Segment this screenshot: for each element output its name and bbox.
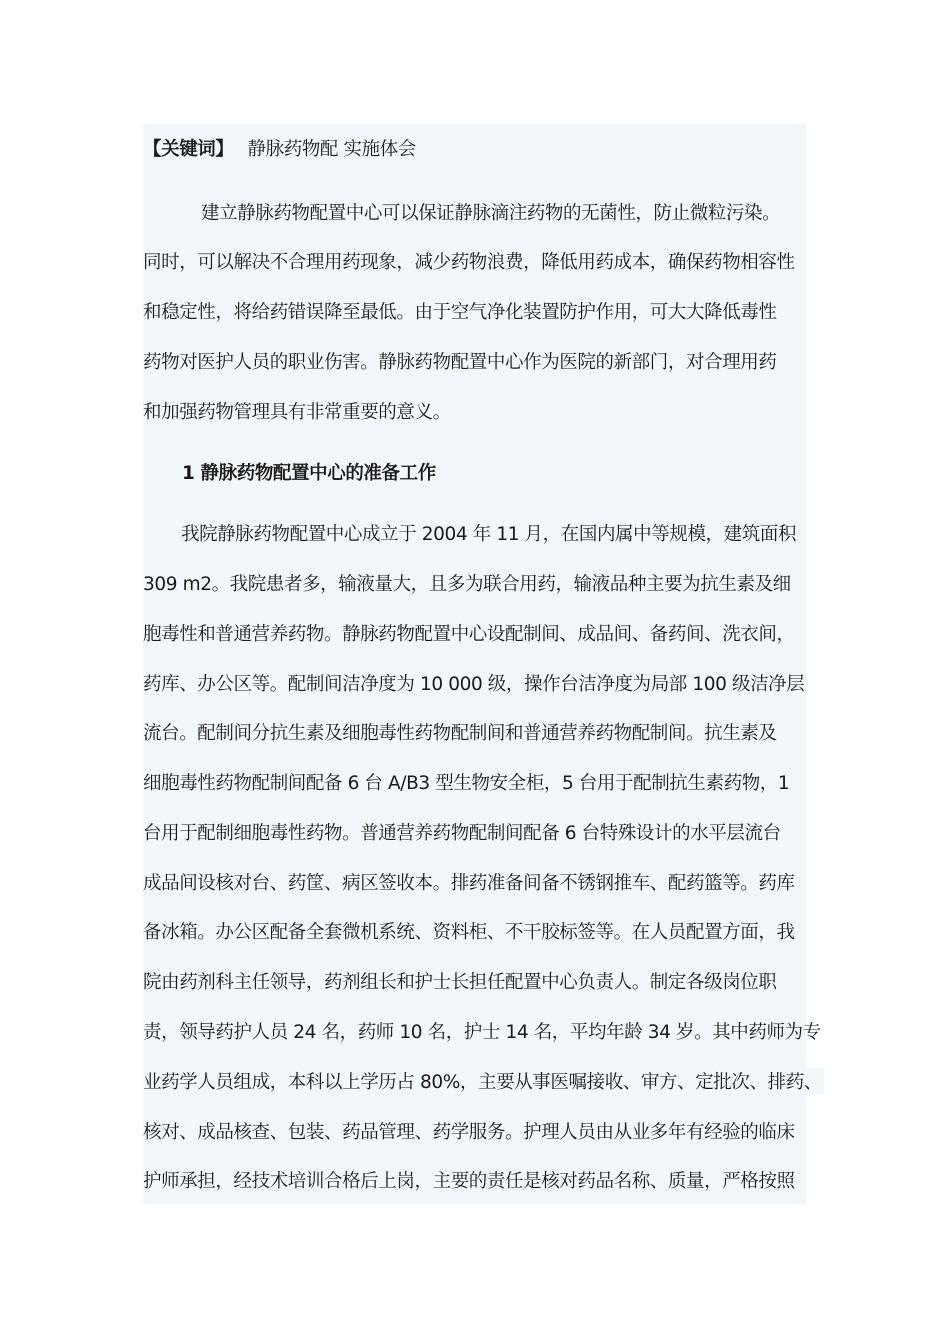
body-line: 胞毒性和普通营养药物。静脉药物配置中心设配制间、成品间、备药间、洗衣间， (143, 624, 795, 645)
body-line: 核对、成品核查、包装、药品管理、药学服务。护理人员由从业多年有经验的临床 (143, 1122, 795, 1143)
intro-line: 和加强药物管理具有非常重要的意义。 (143, 402, 451, 423)
intro-line: 建立静脉药物配置中心可以保证静脉滴注药物的无菌性，防止微粒污染。 (201, 203, 781, 224)
body-line: 我院静脉药物配置中心成立于 2004 年 11 月，在国内属中等规模，建筑面积 (181, 524, 797, 545)
body-line: 309 m2。我院患者多，输液量大，且多为联合用药，输液品种主要为抗生素及细 (143, 574, 791, 595)
body-line: 责，领导药护人员 24 名，药师 10 名，护士 14 名，平均年龄 34 岁。其中药师为专 (143, 1022, 821, 1043)
body-line: 成品间设核对台、药筐、病区签收本。排药准备间备不锈钢推车、配药篮等。药库 (143, 873, 795, 894)
intro-line: 同时，可以解决不合理用药现象，减少药物浪费，降低用药成本，确保药物相容性 (143, 252, 795, 273)
section-heading: 1 静脉药物配置中心的准备工作 (182, 463, 436, 484)
intro-line: 药物对医护人员的职业伤害。静脉药物配置中心作为医院的新部门，对合理用药 (143, 352, 777, 373)
body-line: 流台。配制间分抗生素及细胞毒性药物配制间和普通营养药物配制间。抗生素及 (143, 723, 777, 744)
body-line: 药库、办公区等。配制间洁净度为 10 000 级，操作台洁净度为局部 100 级洁净层 (143, 674, 805, 695)
intro-line: 和稳定性，将给药错误降至最低。由于空气净化装置防护作用，可大大降低毒性 (143, 302, 777, 323)
body-line: 台用于配制细胞毒性药物。普通营养药物配制间配备 6 台特殊设计的水平层流台 (143, 823, 781, 844)
body-line: 院由药剂科主任领导，药剂组长和护士长担任配置中心负责人。制定各级岗位职 (143, 972, 777, 993)
keywords-label: 【关键词】 (143, 139, 234, 160)
body-line: 细胞毒性药物配制间配备 6 台 A/B3 型生物安全柜，5 台用于配制抗生素药物，1 (143, 773, 790, 794)
keywords-text: 静脉药物配 实施体会 (247, 139, 416, 160)
body-line: 护师承担，经技术培训合格后上岗，主要的责任是核对药品名称、质量，严格按照 (143, 1171, 795, 1192)
body-line: 业药学人员组成，本科以上学历占 80%，主要从事医嘱接收、审方、定批次、排药、 (143, 1072, 822, 1093)
keywords-line (143, 137, 416, 163)
body-line: 备冰箱。办公区配备全套微机系统、资料柜、不干胶标签等。在人员配置方面，我 (143, 922, 795, 943)
